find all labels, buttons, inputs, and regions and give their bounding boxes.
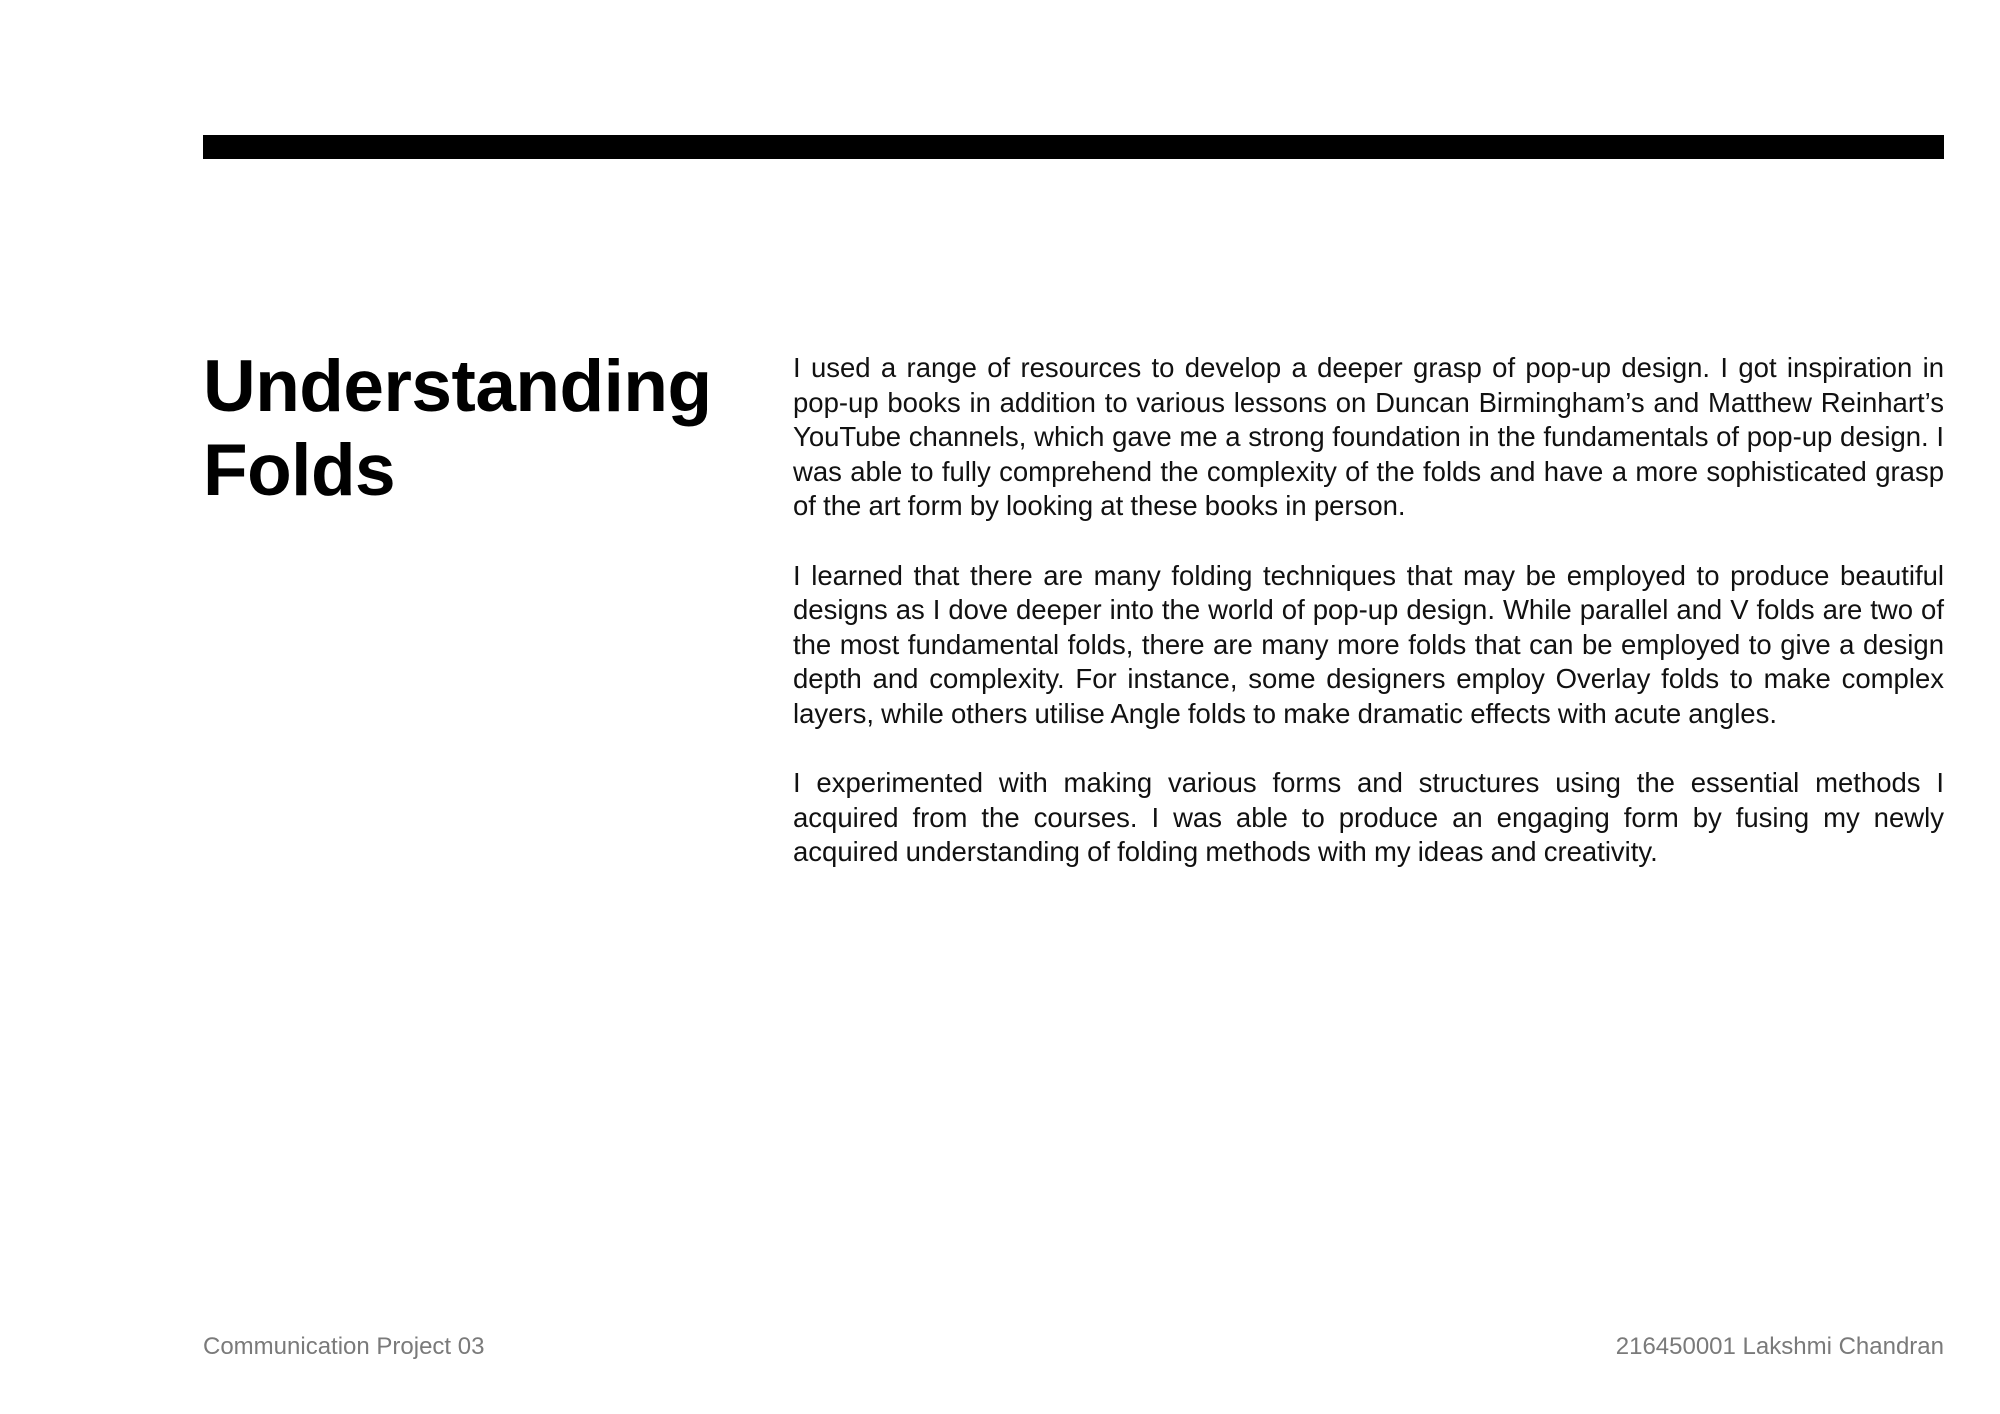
page-title-line-1: Understanding xyxy=(203,346,712,427)
body-text xyxy=(793,351,1944,905)
paragraph-resources: I used a range of resources to develop a deeper grasp of pop-up design. I got inspiration in pop-up books in addition to various lessons on Duncan Birmingham’s and Matthew Reinhart’s YouTube channels, which gave me a strong foundation in the fundamentals of pop-up design. I was able to fully comprehend the complexity of the folds and have a more sophisticated grasp of the art form by looking at these books in person. xyxy=(793,352,1944,521)
top-rule xyxy=(203,135,1944,159)
paragraph-experiments: I experimented with making various forms and structures using the essential methods I acquired from the courses. I was able to produce an engaging form by fusing my newly acquired understanding of folding methods with my ideas and creativity. xyxy=(793,767,1944,867)
page-title-line-2: Folds xyxy=(203,430,396,511)
paragraph-techniques: I learned that there are many folding techniques that may be employed to produce beautiful designs as I dove deeper into the world of pop-up design. While parallel and V folds are two of the most fundamental folds, there are many more folds that can be employed to give a design depth and complexity. For instance, some designers employ Overlay folds to make complex layers, while others utilise Angle folds to make dramatic effects with acute angles. xyxy=(793,559,1944,729)
page-title xyxy=(203,345,763,513)
footer-project-name: Communication Project 03 xyxy=(203,1333,485,1360)
footer-author: 216450001 Lakshmi Chandran xyxy=(1615,1333,1944,1360)
